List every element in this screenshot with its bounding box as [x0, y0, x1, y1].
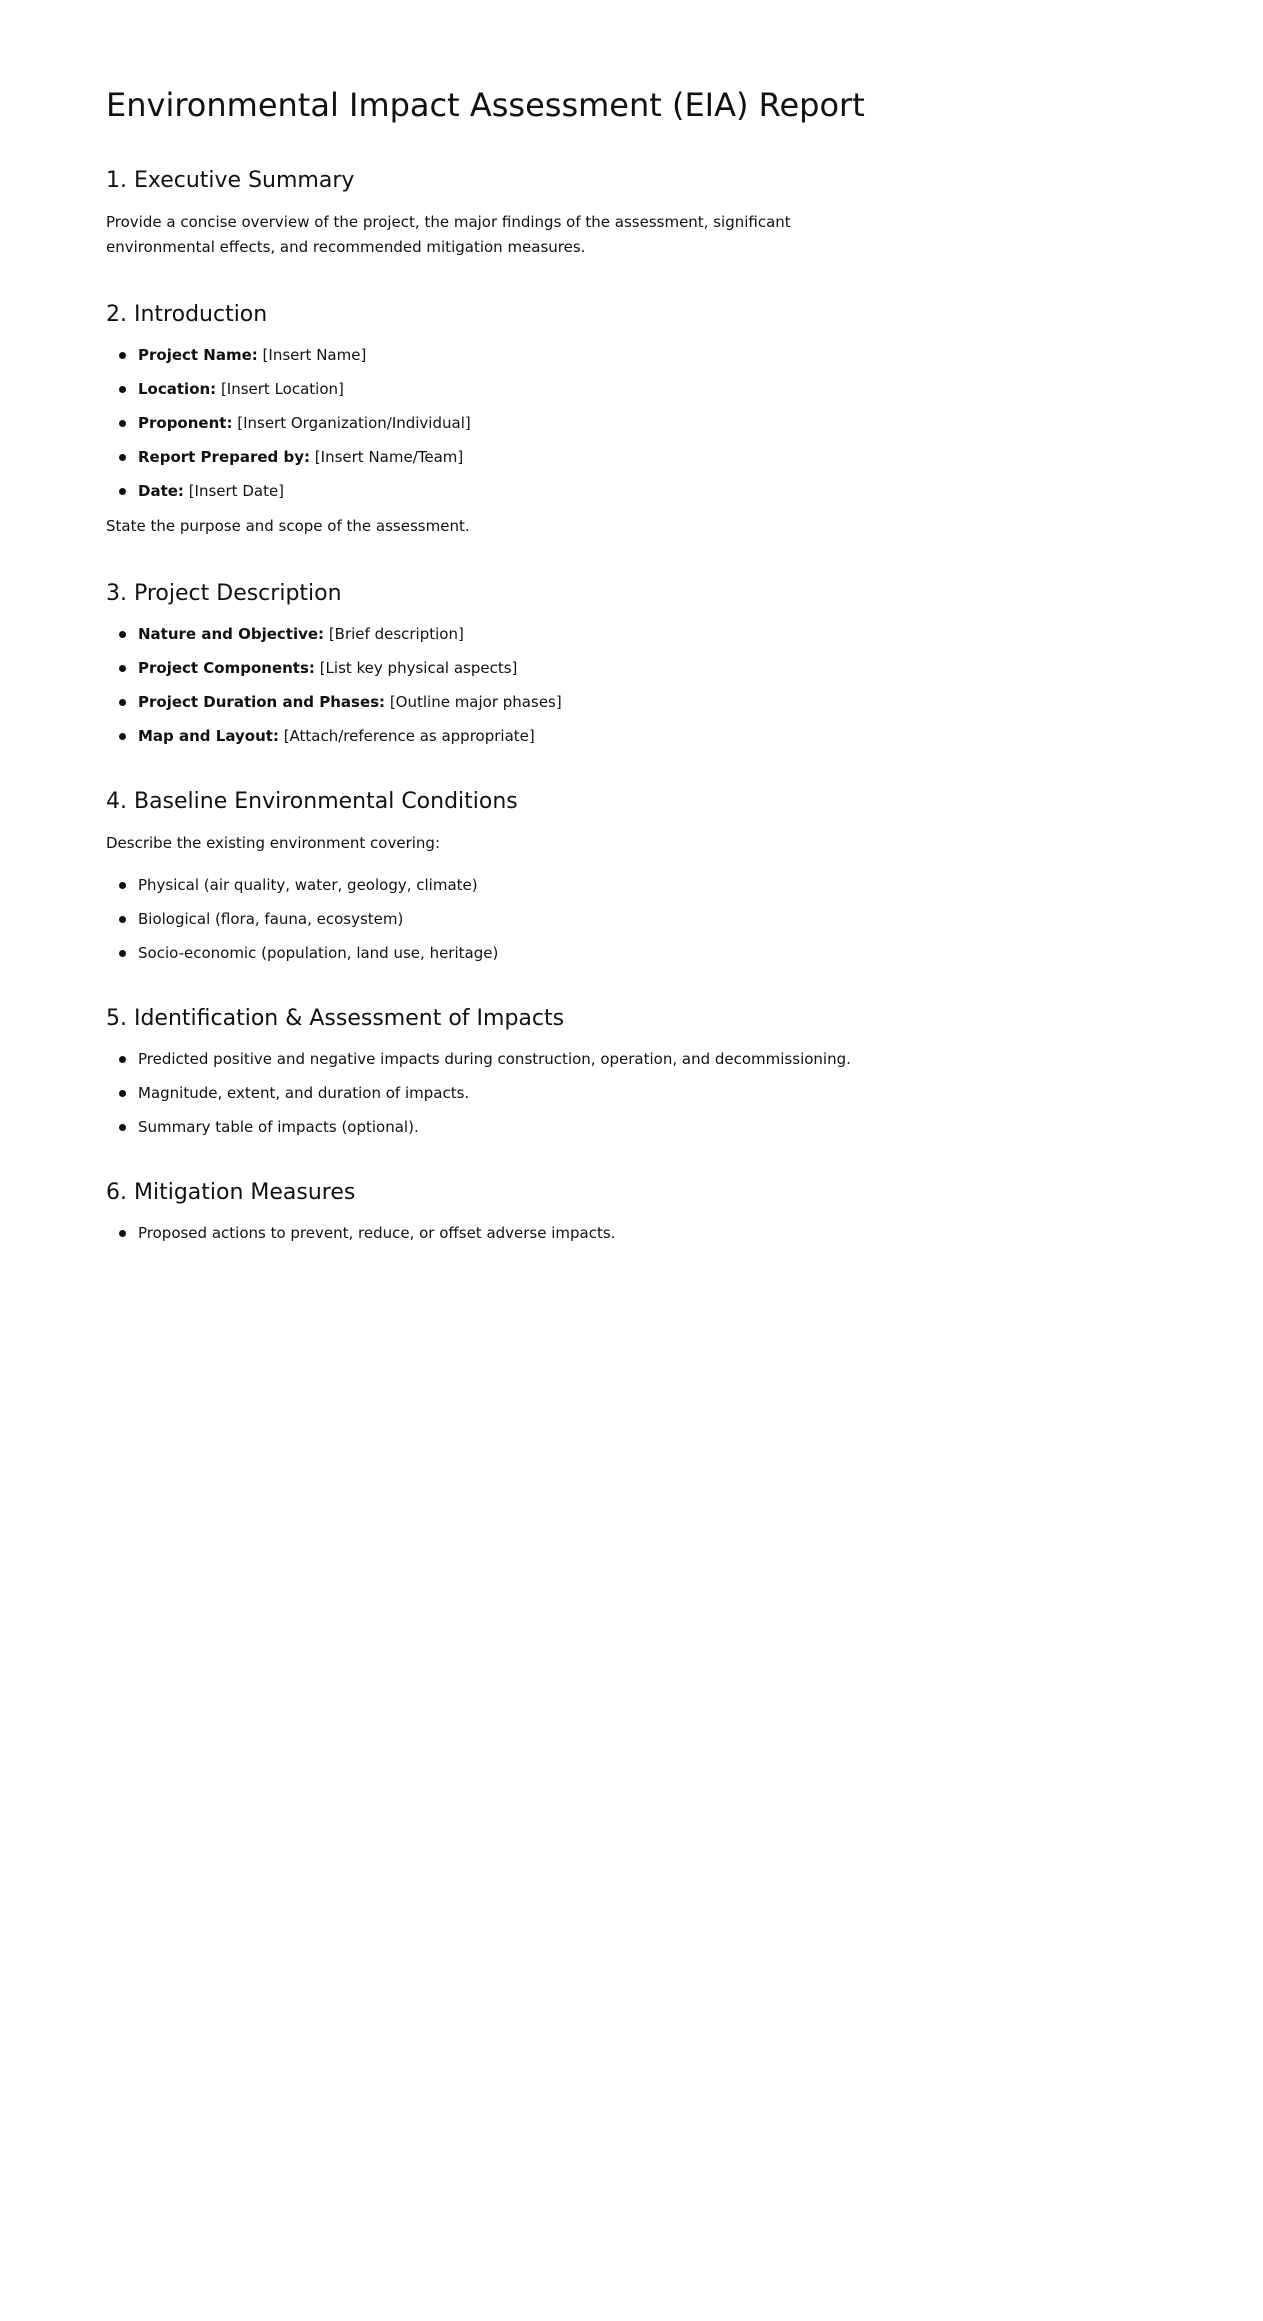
- section-paragraph: State the purpose and scope of the assessment.: [106, 517, 470, 535]
- bullet-list: [106, 344, 866, 502]
- page-title: Environmental Impact Assessment (EIA) Report: [106, 86, 865, 124]
- item-label: Report Prepared by:: [138, 448, 311, 466]
- section-heading: 3. Project Description: [106, 581, 342, 606]
- section-heading: 6. Mitigation Measures: [106, 1180, 356, 1205]
- item-label: Project Duration and Phases:: [138, 693, 386, 711]
- item-value: [Insert Name/Team]: [310, 448, 464, 466]
- list-item: [106, 480, 866, 502]
- item-value: [Brief description]: [324, 625, 464, 643]
- section-executive-summary: [106, 166, 866, 260]
- item-label: Project Components:: [138, 659, 315, 677]
- item-value: [List key physical aspects]: [314, 659, 518, 677]
- list-item: [106, 412, 866, 434]
- list-item: [106, 691, 866, 713]
- list-item: Socio-economic (population, land use, heritage): [106, 942, 866, 964]
- section-heading: 4. Baseline Environmental Conditions: [106, 789, 518, 814]
- section-heading: 1. Executive Summary: [106, 168, 355, 193]
- list-item: Predicted positive and negative impacts during construction, operation, and decommissioning.: [106, 1048, 866, 1070]
- item-value: [Insert Organization/Individual]: [232, 414, 471, 432]
- section-paragraph: Provide a concise overview of the project, the major findings of the assessment, significant environmental effects, and recommended mitigation measures.: [106, 213, 791, 256]
- item-label: Location:: [138, 380, 217, 398]
- document-page: [0, 0, 866, 1244]
- list-item: [106, 657, 866, 679]
- item-value: [Outline major phases]: [385, 693, 562, 711]
- item-label: Date:: [138, 482, 184, 500]
- item-label: Project Name:: [138, 346, 258, 364]
- bullet-list: [106, 1048, 866, 1138]
- section-heading: 5. Identification & Assessment of Impacts: [106, 1006, 565, 1031]
- section-mitigation: [106, 1178, 866, 1244]
- list-item: Physical (air quality, water, geology, climate): [106, 874, 866, 896]
- item-value: [Insert Date]: [183, 482, 285, 500]
- item-value: [Insert Location]: [216, 380, 344, 398]
- item-label: Nature and Objective:: [138, 625, 325, 643]
- item-label: Map and Layout:: [138, 727, 279, 745]
- bullet-list: [106, 1222, 866, 1244]
- section-baseline: [106, 787, 866, 964]
- section-heading: 2. Introduction: [106, 302, 268, 327]
- item-value: [Insert Name]: [257, 346, 367, 364]
- list-item: Biological (flora, fauna, ecosystem): [106, 908, 866, 930]
- section-paragraph: Describe the existing environment covering:: [106, 834, 440, 852]
- bullet-list: [106, 623, 866, 747]
- list-item: Proposed actions to prevent, reduce, or offset adverse impacts.: [106, 1222, 866, 1244]
- section-project-description: [106, 579, 866, 747]
- list-item: [106, 378, 866, 400]
- section-introduction: [106, 300, 866, 539]
- item-value: [Attach/reference as appropriate]: [278, 727, 535, 745]
- section-impacts: [106, 1004, 866, 1138]
- list-item: [106, 623, 866, 645]
- list-item: Magnitude, extent, and duration of impacts.: [106, 1082, 866, 1104]
- item-label: Proponent:: [138, 414, 233, 432]
- bullet-list: [106, 874, 866, 964]
- list-item: [106, 725, 866, 747]
- list-item: [106, 344, 866, 366]
- list-item: [106, 446, 866, 468]
- list-item: Summary table of impacts (optional).: [106, 1116, 866, 1138]
